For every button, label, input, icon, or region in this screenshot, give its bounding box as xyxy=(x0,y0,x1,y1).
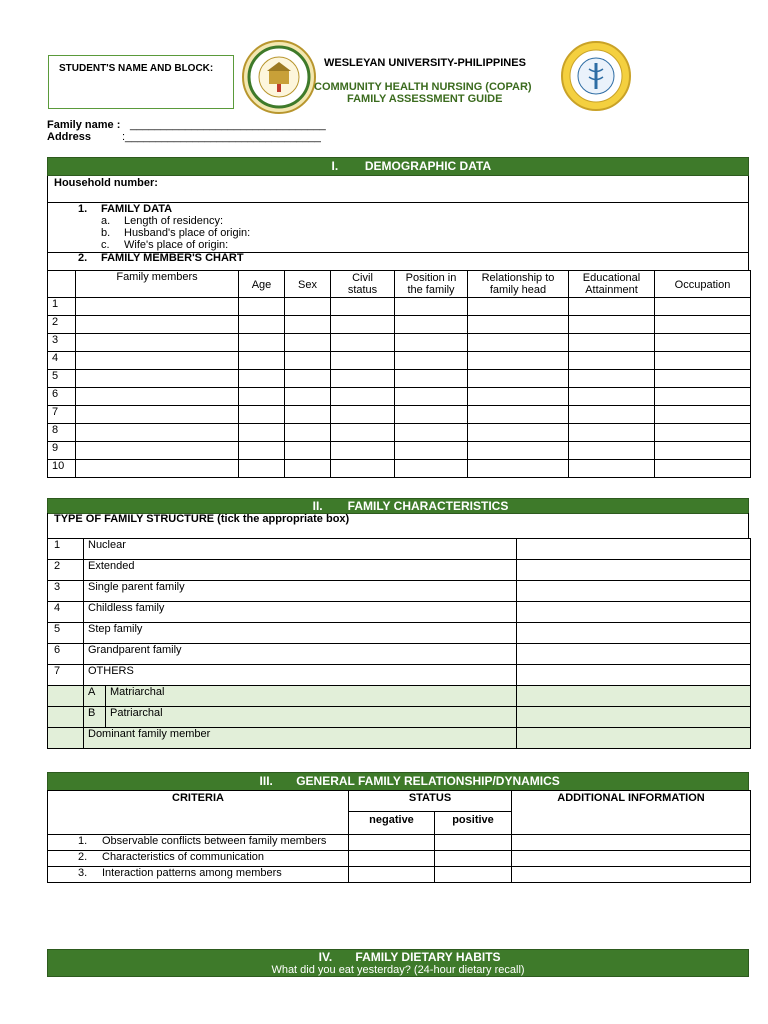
table-cell[interactable] xyxy=(285,460,331,478)
table-cell[interactable] xyxy=(395,334,468,352)
structure-label: Matriarchal xyxy=(106,686,517,707)
table-cell[interactable] xyxy=(285,388,331,406)
table-cell[interactable] xyxy=(76,370,239,388)
criteria-cell xyxy=(48,835,349,851)
table-cell[interactable] xyxy=(331,406,395,424)
table-cell[interactable] xyxy=(239,460,285,478)
table-cell[interactable] xyxy=(239,388,285,406)
header-text: Attainment xyxy=(585,284,638,296)
item-letter: b. xyxy=(101,227,111,239)
table-cell[interactable] xyxy=(655,406,751,424)
table-cell[interactable] xyxy=(331,316,395,334)
table-row xyxy=(48,623,751,644)
row-number: 9 xyxy=(48,442,76,460)
row-number: 3 xyxy=(48,334,76,352)
table-header-row xyxy=(48,271,751,298)
table-cell[interactable] xyxy=(569,460,655,478)
structure-label: Step family xyxy=(84,623,517,644)
structure-label: Nuclear xyxy=(84,539,517,560)
table-cell[interactable] xyxy=(569,406,655,424)
table-cell[interactable] xyxy=(468,460,569,478)
tick-box[interactable] xyxy=(517,707,751,728)
table-cell[interactable] xyxy=(569,442,655,460)
table-cell[interactable] xyxy=(239,334,285,352)
table-row xyxy=(48,707,751,728)
sub-row-letter: B xyxy=(84,707,106,728)
header-text: family head xyxy=(489,284,547,296)
table-row xyxy=(48,298,751,316)
column-header xyxy=(76,271,239,298)
section-characteristics-header xyxy=(47,498,749,514)
family-data-box xyxy=(47,202,749,253)
table-row xyxy=(48,581,751,602)
table-row xyxy=(48,539,751,560)
header-text: Civil xyxy=(352,272,373,284)
table-cell[interactable] xyxy=(468,298,569,316)
nursing-seal-icon xyxy=(561,41,631,111)
section-title: DEMOGRAPHIC DATA xyxy=(364,159,492,173)
student-name-label: STUDENT'S NAME AND BLOCK: xyxy=(59,63,214,74)
table-cell[interactable] xyxy=(285,442,331,460)
row-number: 1 xyxy=(48,298,76,316)
table-cell[interactable] xyxy=(395,424,468,442)
table-cell[interactable] xyxy=(331,370,395,388)
table-cell[interactable] xyxy=(395,388,468,406)
column-header xyxy=(655,271,751,298)
header-text: Occupation xyxy=(674,279,731,291)
section-number: I. xyxy=(331,159,339,173)
table-cell[interactable] xyxy=(239,406,285,424)
table-row xyxy=(48,334,751,352)
table-cell[interactable] xyxy=(655,298,751,316)
tick-box[interactable] xyxy=(517,665,751,686)
dominant-member-field[interactable] xyxy=(517,728,751,749)
criteria-number: 2. xyxy=(78,851,88,863)
additional-info-cell[interactable] xyxy=(512,867,751,883)
table-cell[interactable] xyxy=(395,406,468,424)
family-name-label: Family name : xyxy=(47,119,121,131)
empty-cell xyxy=(48,728,84,749)
table-row xyxy=(48,665,751,686)
tick-box[interactable] xyxy=(517,560,751,581)
criteria-number: 1. xyxy=(78,835,88,847)
table-cell[interactable] xyxy=(331,442,395,460)
criteria-header: CRITERIA xyxy=(48,791,349,835)
dominant-member-label: Dominant family member xyxy=(84,728,517,749)
structure-label: Grandparent family xyxy=(84,644,517,665)
row-number: 8 xyxy=(48,424,76,442)
row-number: 6 xyxy=(48,388,76,406)
negative-header: negative xyxy=(349,812,435,835)
section-demographic-header xyxy=(47,157,749,176)
section-dynamics-header xyxy=(47,772,749,791)
row-number: 5 xyxy=(48,623,84,644)
address-field[interactable]: :________________________________ xyxy=(122,131,321,143)
table-cell[interactable] xyxy=(569,424,655,442)
structure-label: Extended xyxy=(84,560,517,581)
structure-label: Single parent family xyxy=(84,581,517,602)
positive-header: positive xyxy=(435,812,512,835)
structure-label: OTHERS xyxy=(84,665,517,686)
row-number: 2 xyxy=(48,316,76,334)
criteria-number: 3. xyxy=(78,867,88,879)
row-number: 5 xyxy=(48,370,76,388)
table-cell[interactable] xyxy=(655,370,751,388)
table-cell[interactable] xyxy=(395,460,468,478)
table-cell[interactable] xyxy=(285,316,331,334)
row-number: 7 xyxy=(48,665,84,686)
table-row xyxy=(48,728,751,749)
table-cell[interactable] xyxy=(395,370,468,388)
table-cell[interactable] xyxy=(239,424,285,442)
table-row xyxy=(48,424,751,442)
dynamics-table xyxy=(47,790,751,883)
criteria-text: Observable conflicts between family members xyxy=(102,835,327,847)
family-structure-box xyxy=(47,513,749,539)
table-cell[interactable] xyxy=(239,298,285,316)
form-title: FAMILY ASSESSMENT GUIDE xyxy=(347,93,503,105)
header-text: Sex xyxy=(298,279,317,291)
table-cell[interactable] xyxy=(655,388,751,406)
criteria-cell xyxy=(48,867,349,883)
row-number: 1 xyxy=(48,539,84,560)
table-cell[interactable] xyxy=(655,334,751,352)
table-cell[interactable] xyxy=(468,424,569,442)
additional-info-cell[interactable] xyxy=(512,835,751,851)
row-number: 2 xyxy=(48,560,84,581)
table-cell[interactable] xyxy=(76,424,239,442)
structure-label: Patriarchal xyxy=(106,707,517,728)
table-cell[interactable] xyxy=(468,352,569,370)
section-number: II. xyxy=(312,499,323,513)
table-cell[interactable] xyxy=(331,424,395,442)
table-cell[interactable] xyxy=(569,352,655,370)
section-number: IV. xyxy=(318,950,333,964)
member-chart-title-box xyxy=(47,252,749,271)
section-title: GENERAL FAMILY RELATIONSHIP/DYNAMICS xyxy=(296,774,560,788)
family-data-number: 1. xyxy=(78,203,88,215)
row-number: 7 xyxy=(48,406,76,424)
table-cell[interactable] xyxy=(655,460,751,478)
table-cell[interactable] xyxy=(569,316,655,334)
table-row xyxy=(48,370,751,388)
table-cell[interactable] xyxy=(569,388,655,406)
header-text: the family xyxy=(407,284,455,296)
criteria-text: Characteristics of communication xyxy=(102,851,265,863)
structure-label: Childless family xyxy=(84,602,517,623)
table-row xyxy=(48,835,751,851)
table-cell[interactable] xyxy=(655,316,751,334)
table-row xyxy=(48,460,751,478)
header-text: Family members xyxy=(116,271,198,283)
row-number: 6 xyxy=(48,644,84,665)
table-cell[interactable] xyxy=(468,442,569,460)
criteria-text: Interaction patterns among members xyxy=(102,867,282,879)
table-cell[interactable] xyxy=(468,334,569,352)
header-text: status xyxy=(347,284,378,296)
table-cell[interactable] xyxy=(239,352,285,370)
header-text: Age xyxy=(251,279,272,291)
chart-title: FAMILY MEMBER'S CHART xyxy=(101,252,244,264)
header-text: Position in xyxy=(405,272,457,284)
empty-cell xyxy=(48,707,84,728)
tick-box[interactable] xyxy=(517,644,751,665)
household-box xyxy=(47,176,749,203)
family-members-table xyxy=(47,270,751,478)
row-number: 10 xyxy=(48,460,76,478)
column-header xyxy=(468,271,569,298)
table-row xyxy=(48,316,751,334)
item-letter: a. xyxy=(101,215,111,227)
table-row xyxy=(48,388,751,406)
table-cell[interactable] xyxy=(569,334,655,352)
row-number: 4 xyxy=(48,602,84,623)
table-cell[interactable] xyxy=(239,316,285,334)
residency-length-field[interactable]: Length of residency: xyxy=(124,215,224,227)
table-cell[interactable] xyxy=(331,298,395,316)
table-cell[interactable] xyxy=(331,352,395,370)
table-cell[interactable] xyxy=(285,298,331,316)
table-cell[interactable] xyxy=(76,388,239,406)
course-title: COMMUNITY HEALTH NURSING (COPAR) xyxy=(314,81,532,93)
table-cell[interactable] xyxy=(468,388,569,406)
table-cell[interactable] xyxy=(285,334,331,352)
table-cell[interactable] xyxy=(76,406,239,424)
husband-origin-field[interactable]: Husband's place of origin: xyxy=(124,227,251,239)
table-cell[interactable] xyxy=(331,388,395,406)
table-cell[interactable] xyxy=(395,352,468,370)
table-cell[interactable] xyxy=(239,442,285,460)
negative-cell[interactable] xyxy=(349,835,435,851)
table-row xyxy=(48,867,751,883)
table-cell[interactable] xyxy=(395,298,468,316)
table-cell[interactable] xyxy=(76,316,239,334)
column-header xyxy=(331,271,395,298)
table-cell[interactable] xyxy=(468,406,569,424)
additional-info-cell[interactable] xyxy=(512,851,751,867)
row-number: 4 xyxy=(48,352,76,370)
table-cell[interactable] xyxy=(655,352,751,370)
empty-cell xyxy=(48,686,84,707)
negative-cell[interactable] xyxy=(349,851,435,867)
table-cell[interactable] xyxy=(655,424,751,442)
table-cell[interactable] xyxy=(468,316,569,334)
header-text: Relationship to xyxy=(481,272,555,284)
table-cell[interactable] xyxy=(468,370,569,388)
table-cell[interactable] xyxy=(395,316,468,334)
tick-box[interactable] xyxy=(517,623,751,644)
table-cell[interactable] xyxy=(76,334,239,352)
table-row xyxy=(48,352,751,370)
table-row xyxy=(48,442,751,460)
additional-info-header: ADDITIONAL INFORMATION xyxy=(512,791,751,835)
row-number-header xyxy=(48,271,76,298)
table-cell[interactable] xyxy=(76,352,239,370)
table-cell[interactable] xyxy=(395,442,468,460)
negative-cell[interactable] xyxy=(349,867,435,883)
section-subtitle: What did you eat yesterday? (24-hour dietary recall) xyxy=(271,964,525,976)
criteria-cell xyxy=(48,851,349,867)
tick-box[interactable] xyxy=(517,581,751,602)
table-cell[interactable] xyxy=(76,442,239,460)
item-letter: c. xyxy=(101,239,110,251)
section-dietary-header xyxy=(47,949,749,977)
positive-cell[interactable] xyxy=(435,867,512,883)
column-header xyxy=(569,271,655,298)
student-name-box[interactable] xyxy=(48,55,234,109)
chart-number: 2. xyxy=(78,252,88,264)
sub-row-letter: A xyxy=(84,686,106,707)
table-row xyxy=(48,602,751,623)
address-label: Address xyxy=(47,131,92,143)
family-structure-table xyxy=(47,538,751,749)
section-number: III. xyxy=(259,774,273,788)
column-header xyxy=(239,271,285,298)
university-seal-icon xyxy=(242,40,316,114)
family-name-field[interactable]: ________________________________ xyxy=(130,119,326,131)
household-label: Household number: xyxy=(54,177,158,189)
wife-origin-field[interactable]: Wife's place of origin: xyxy=(124,239,229,251)
table-cell[interactable] xyxy=(331,334,395,352)
section-title: FAMILY CHARACTERISTICS xyxy=(347,499,509,513)
table-cell[interactable] xyxy=(285,424,331,442)
table-cell[interactable] xyxy=(569,298,655,316)
header-text: Educational xyxy=(582,272,641,284)
university-name: WESLEYAN UNIVERSITY-PHILIPPINES xyxy=(324,57,526,69)
column-header xyxy=(285,271,331,298)
positive-cell[interactable] xyxy=(435,835,512,851)
tick-box[interactable] xyxy=(517,686,751,707)
family-data-title: FAMILY DATA xyxy=(101,203,173,215)
tick-box[interactable] xyxy=(517,539,751,560)
table-cell[interactable] xyxy=(285,406,331,424)
table-cell[interactable] xyxy=(239,370,285,388)
table-row xyxy=(48,686,751,707)
table-row xyxy=(48,560,751,581)
table-row xyxy=(48,644,751,665)
family-structure-subtitle: TYPE OF FAMILY STRUCTURE (tick the appropriate box) xyxy=(54,513,350,525)
table-cell[interactable] xyxy=(331,460,395,478)
table-cell[interactable] xyxy=(569,370,655,388)
section-title: FAMILY DIETARY HABITS xyxy=(355,950,501,964)
table-cell[interactable] xyxy=(655,442,751,460)
tick-box[interactable] xyxy=(517,602,751,623)
table-cell[interactable] xyxy=(76,460,239,478)
status-header: STATUS xyxy=(349,791,512,812)
table-cell[interactable] xyxy=(76,298,239,316)
table-cell[interactable] xyxy=(285,370,331,388)
positive-cell[interactable] xyxy=(435,851,512,867)
table-row xyxy=(48,851,751,867)
table-cell[interactable] xyxy=(285,352,331,370)
column-header xyxy=(395,271,468,298)
row-number: 3 xyxy=(48,581,84,602)
table-row xyxy=(48,406,751,424)
